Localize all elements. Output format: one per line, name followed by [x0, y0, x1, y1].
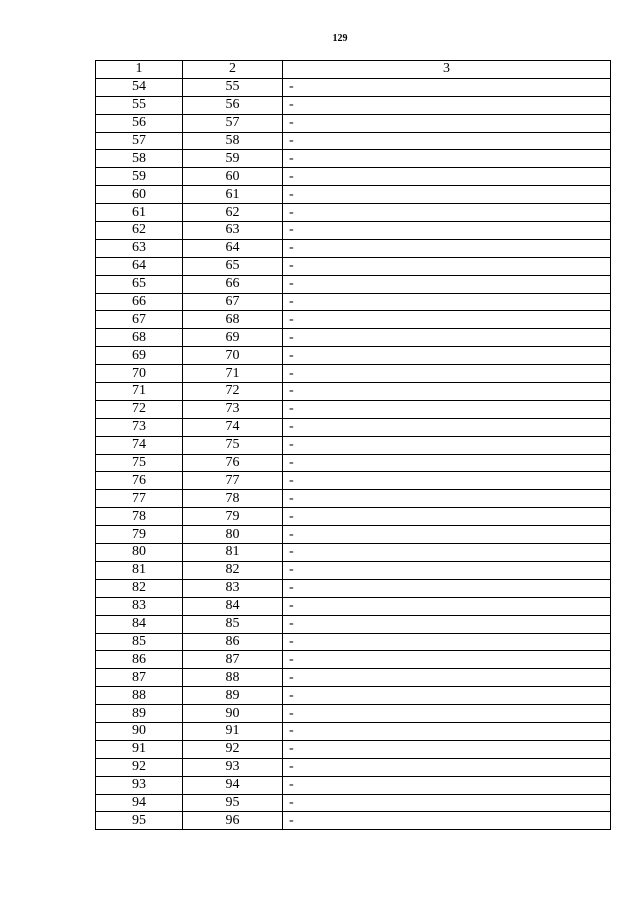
- column-header-1: 1: [96, 61, 183, 79]
- cell-col-1: 66: [96, 293, 183, 311]
- table-row: [96, 383, 611, 401]
- table-row: [96, 633, 611, 651]
- cell-col-2: 73: [183, 400, 283, 418]
- cell-col-1: 67: [96, 311, 183, 329]
- cell-col-2: 84: [183, 597, 283, 615]
- cell-col-1: 71: [96, 383, 183, 401]
- table-row: [96, 615, 611, 633]
- table-row: [96, 758, 611, 776]
- cell-col-2: 85: [183, 615, 283, 633]
- cell-col-3: -: [283, 526, 611, 544]
- cell-col-1: 86: [96, 651, 183, 669]
- cell-col-3: -: [283, 96, 611, 114]
- cell-col-3: -: [283, 257, 611, 275]
- cell-col-3: -: [283, 150, 611, 168]
- cell-col-3: -: [283, 651, 611, 669]
- cell-col-3: -: [283, 687, 611, 705]
- cell-col-1: 64: [96, 257, 183, 275]
- table-row: [96, 293, 611, 311]
- cell-col-3: -: [283, 740, 611, 758]
- cell-col-2: 96: [183, 812, 283, 830]
- table-row: [96, 311, 611, 329]
- table-row: [96, 186, 611, 204]
- cell-col-1: 62: [96, 222, 183, 240]
- cell-col-1: 95: [96, 812, 183, 830]
- cell-col-1: 83: [96, 597, 183, 615]
- cell-col-3: -: [283, 490, 611, 508]
- cell-col-2: 81: [183, 544, 283, 562]
- table-row: [96, 472, 611, 490]
- cell-col-2: 69: [183, 329, 283, 347]
- cell-col-3: -: [283, 794, 611, 812]
- cell-col-3: -: [283, 418, 611, 436]
- cell-col-2: 94: [183, 776, 283, 794]
- cell-col-3: -: [283, 722, 611, 740]
- table-row: [96, 597, 611, 615]
- cell-col-1: 58: [96, 150, 183, 168]
- cell-col-1: 92: [96, 758, 183, 776]
- cell-col-2: 63: [183, 222, 283, 240]
- table-row: [96, 740, 611, 758]
- table-row: [96, 722, 611, 740]
- cell-col-3: -: [283, 615, 611, 633]
- cell-col-1: 81: [96, 561, 183, 579]
- cell-col-3: -: [283, 633, 611, 651]
- table-header-row: [96, 61, 611, 79]
- cell-col-1: 77: [96, 490, 183, 508]
- cell-col-3: -: [283, 329, 611, 347]
- column-header-2: 2: [183, 61, 283, 79]
- table-row: [96, 114, 611, 132]
- cell-col-1: 59: [96, 168, 183, 186]
- table-row: [96, 526, 611, 544]
- table-row: [96, 204, 611, 222]
- cell-col-1: 65: [96, 275, 183, 293]
- cell-col-2: 70: [183, 347, 283, 365]
- cell-col-2: 80: [183, 526, 283, 544]
- cell-col-2: 72: [183, 383, 283, 401]
- table-row: [96, 257, 611, 275]
- cell-col-3: -: [283, 597, 611, 615]
- cell-col-2: 68: [183, 311, 283, 329]
- cell-col-1: 73: [96, 418, 183, 436]
- cell-col-1: 70: [96, 365, 183, 383]
- cell-col-3: -: [283, 579, 611, 597]
- cell-col-3: -: [283, 311, 611, 329]
- cell-col-1: 74: [96, 436, 183, 454]
- table-row: [96, 561, 611, 579]
- cell-col-3: -: [283, 365, 611, 383]
- cell-col-3: -: [283, 239, 611, 257]
- cell-col-3: -: [283, 436, 611, 454]
- cell-col-3: -: [283, 204, 611, 222]
- column-header-3: 3: [283, 61, 611, 79]
- cell-col-2: 56: [183, 96, 283, 114]
- page-number: 129: [332, 33, 348, 44]
- cell-col-2: 57: [183, 114, 283, 132]
- data-table-container: [95, 60, 610, 830]
- cell-col-1: 91: [96, 740, 183, 758]
- table-row: [96, 687, 611, 705]
- cell-col-2: 93: [183, 758, 283, 776]
- cell-col-1: 61: [96, 204, 183, 222]
- cell-col-3: -: [283, 508, 611, 526]
- cell-col-2: 88: [183, 669, 283, 687]
- table-row: [96, 400, 611, 418]
- cell-col-3: -: [283, 812, 611, 830]
- cell-col-2: 59: [183, 150, 283, 168]
- cell-col-2: 90: [183, 705, 283, 723]
- table-row: [96, 776, 611, 794]
- table-row: [96, 275, 611, 293]
- cell-col-1: 78: [96, 508, 183, 526]
- cell-col-2: 55: [183, 78, 283, 96]
- cell-col-3: -: [283, 776, 611, 794]
- cell-col-3: -: [283, 293, 611, 311]
- cell-col-3: -: [283, 669, 611, 687]
- cell-col-1: 89: [96, 705, 183, 723]
- cell-col-1: 69: [96, 347, 183, 365]
- table-row: [96, 365, 611, 383]
- cell-col-2: 58: [183, 132, 283, 150]
- cell-col-1: 75: [96, 454, 183, 472]
- cell-col-1: 93: [96, 776, 183, 794]
- cell-col-1: 85: [96, 633, 183, 651]
- cell-col-2: 65: [183, 257, 283, 275]
- cell-col-3: -: [283, 186, 611, 204]
- table-row: [96, 669, 611, 687]
- cell-col-2: 62: [183, 204, 283, 222]
- table-row: [96, 544, 611, 562]
- table-row: [96, 490, 611, 508]
- cell-col-2: 87: [183, 651, 283, 669]
- cell-col-2: 78: [183, 490, 283, 508]
- cell-col-1: 68: [96, 329, 183, 347]
- cell-col-2: 61: [183, 186, 283, 204]
- cell-col-3: -: [283, 222, 611, 240]
- table-row: [96, 132, 611, 150]
- cell-col-1: 84: [96, 615, 183, 633]
- table-row: [96, 418, 611, 436]
- table-row: [96, 508, 611, 526]
- cell-col-2: 79: [183, 508, 283, 526]
- cell-col-1: 80: [96, 544, 183, 562]
- cell-col-2: 64: [183, 239, 283, 257]
- cell-col-2: 77: [183, 472, 283, 490]
- table-row: [96, 794, 611, 812]
- cell-col-2: 66: [183, 275, 283, 293]
- cell-col-1: 88: [96, 687, 183, 705]
- data-table: [95, 60, 611, 830]
- cell-col-2: 92: [183, 740, 283, 758]
- cell-col-1: 79: [96, 526, 183, 544]
- cell-col-3: -: [283, 454, 611, 472]
- cell-col-1: 90: [96, 722, 183, 740]
- cell-col-3: -: [283, 114, 611, 132]
- cell-col-1: 56: [96, 114, 183, 132]
- cell-col-1: 57: [96, 132, 183, 150]
- cell-col-2: 83: [183, 579, 283, 597]
- cell-col-2: 89: [183, 687, 283, 705]
- cell-col-1: 55: [96, 96, 183, 114]
- cell-col-3: -: [283, 400, 611, 418]
- cell-col-3: -: [283, 561, 611, 579]
- table-row: [96, 705, 611, 723]
- cell-col-2: 71: [183, 365, 283, 383]
- cell-col-1: 72: [96, 400, 183, 418]
- cell-col-3: -: [283, 132, 611, 150]
- table-row: [96, 222, 611, 240]
- cell-col-2: 95: [183, 794, 283, 812]
- cell-col-2: 86: [183, 633, 283, 651]
- cell-col-2: 76: [183, 454, 283, 472]
- table-row: [96, 347, 611, 365]
- cell-col-3: -: [283, 758, 611, 776]
- cell-col-1: 54: [96, 78, 183, 96]
- cell-col-3: -: [283, 383, 611, 401]
- table-row: [96, 96, 611, 114]
- table-row: [96, 812, 611, 830]
- cell-col-1: 63: [96, 239, 183, 257]
- table-row: [96, 150, 611, 168]
- cell-col-2: 74: [183, 418, 283, 436]
- cell-col-3: -: [283, 705, 611, 723]
- cell-col-1: 60: [96, 186, 183, 204]
- cell-col-2: 60: [183, 168, 283, 186]
- table-row: [96, 239, 611, 257]
- cell-col-1: 82: [96, 579, 183, 597]
- cell-col-1: 87: [96, 669, 183, 687]
- table-row: [96, 454, 611, 472]
- table-body: [96, 78, 611, 829]
- cell-col-2: 82: [183, 561, 283, 579]
- table-row: [96, 329, 611, 347]
- cell-col-3: -: [283, 78, 611, 96]
- cell-col-3: -: [283, 275, 611, 293]
- cell-col-2: 75: [183, 436, 283, 454]
- cell-col-3: -: [283, 544, 611, 562]
- cell-col-3: -: [283, 472, 611, 490]
- table-row: [96, 168, 611, 186]
- table-row: [96, 651, 611, 669]
- cell-col-2: 91: [183, 722, 283, 740]
- cell-col-3: -: [283, 168, 611, 186]
- cell-col-3: -: [283, 347, 611, 365]
- cell-col-2: 67: [183, 293, 283, 311]
- cell-col-1: 94: [96, 794, 183, 812]
- table-row: [96, 579, 611, 597]
- table-row: [96, 78, 611, 96]
- table-row: [96, 436, 611, 454]
- cell-col-1: 76: [96, 472, 183, 490]
